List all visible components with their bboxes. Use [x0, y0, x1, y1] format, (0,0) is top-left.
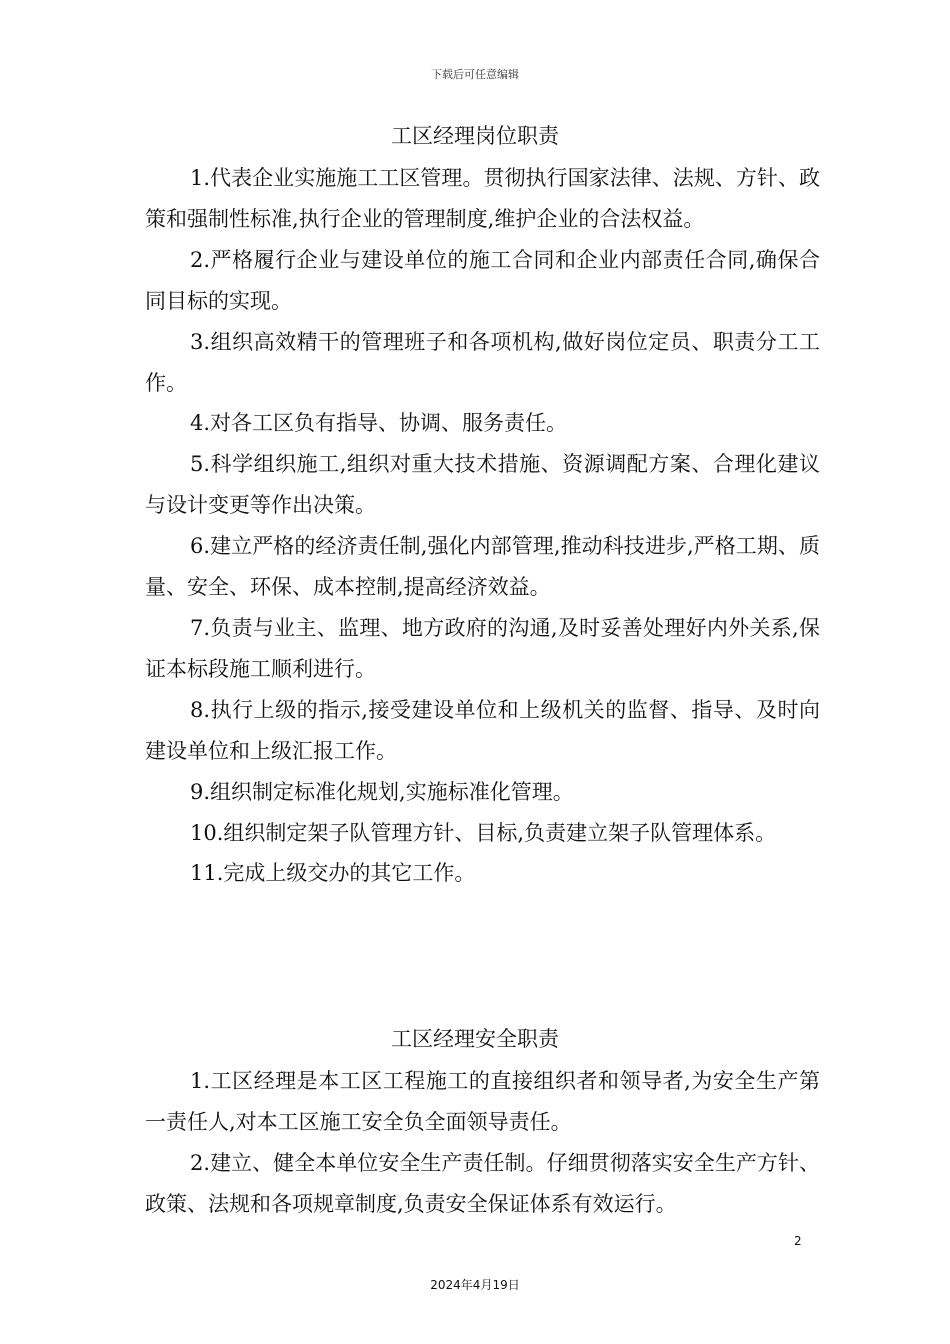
paragraph: 7.负责与业主、监理、地方政府的沟通,及时妥善处理好内外关系,保证本标段施工顺利进行。 — [145, 615, 820, 681]
paragraph: 6.建立严格的经济责任制,强化内部管理,推动科技进步,严格工期、质量、安全、环保、成本控制,提高经济效益。 — [145, 534, 820, 600]
section-body-safety-duties — [145, 1061, 820, 1225]
paragraph: 5.科学组织施工,组织对重大技术措施、资源调配方案、合理化建议与设计变更等作出决策。 — [145, 452, 820, 518]
paragraph: 4.对各工区负有指导、协调、服务责任。 — [190, 411, 568, 436]
paragraph: 2.建立、健全本单位安全生产责任制。仔细贯彻落实安全生产方针、政策、法规和各项规章制度,负责安全保证体系有效运行。 — [145, 1150, 820, 1216]
section-body-post-duties — [145, 158, 820, 894]
paragraph: 1.代表企业实施施工工区管理。贯彻执行国家法律、法规、方针、政策和强制性标准,执行企业的管理制度,维护企业的合法权益。 — [145, 166, 820, 231]
paragraph: 2.严格履行企业与建设单位的施工合同和企业内部责任合同,确保合同目标的实现。 — [145, 247, 820, 313]
paragraph: 11.完成上级交办的其它工作。 — [190, 861, 476, 886]
paragraph: 3.组织高效精干的管理班子和各项机构,做好岗位定员、职责分工工作。 — [145, 329, 820, 395]
page-number: 2 — [794, 1234, 802, 1248]
paragraph: 10.组织制定架子队管理方针、目标,负责建立架子队管理体系。 — [190, 820, 777, 845]
page-header: 下载后可任意编辑 — [431, 68, 519, 81]
paragraph: 9.组织制定标准化规划,实施标准化管理。 — [190, 779, 574, 804]
paragraph: 1.工区经理是本工区工程施工的直接组织者和领导者,为安全生产第一责任人,对本工区施工安全负全面领导责任。 — [145, 1069, 820, 1134]
section-title-post-duties: 工区经理岗位职责 — [391, 124, 559, 148]
paragraph: 8.执行上级的指示,接受建设单位和上级机关的监督、指导、及时向建设单位和上级汇报工作。 — [145, 697, 820, 763]
section-title-safety-duties: 工区经理安全职责 — [391, 1027, 559, 1051]
footer-date: 2024年4月19日 — [430, 1278, 520, 1292]
